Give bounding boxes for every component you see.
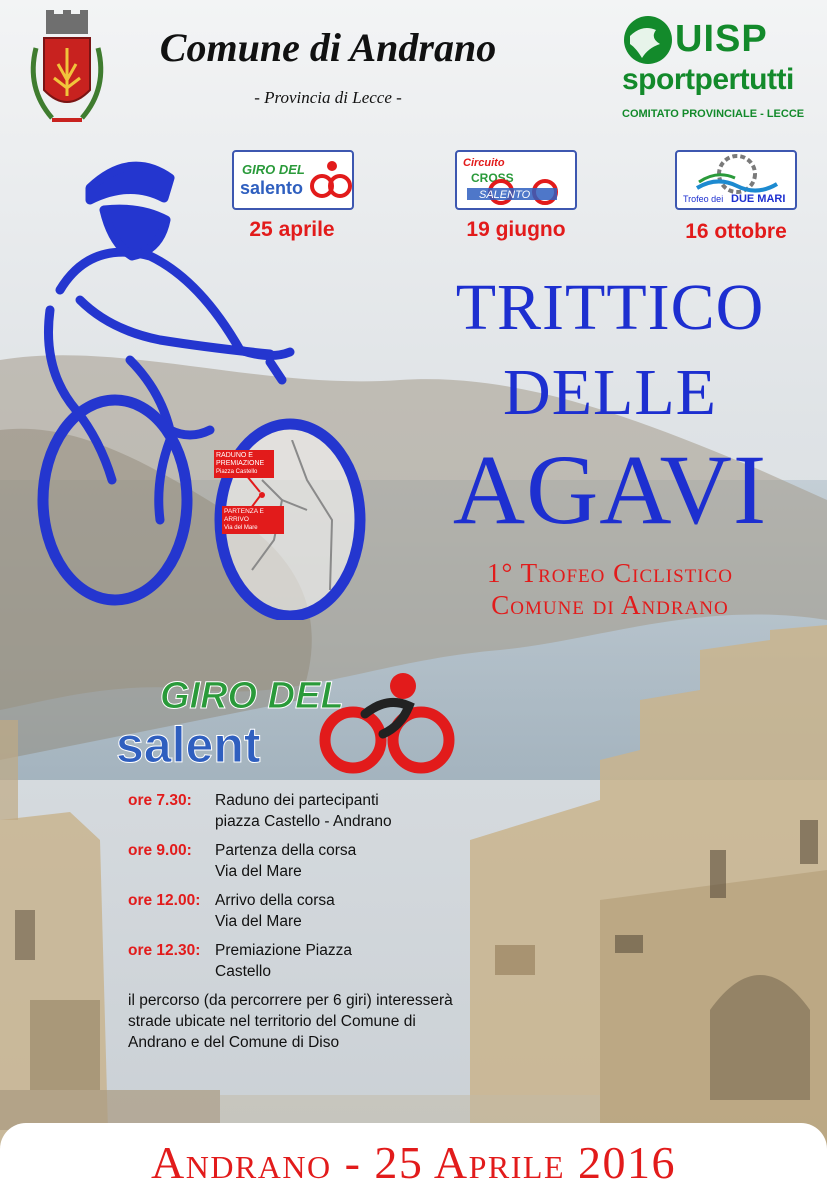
- svg-text:CROSS: CROSS: [471, 171, 514, 185]
- schedule-place: piazza Castello - Andrano: [215, 813, 392, 830]
- schedule-time: ore 12.00:: [128, 892, 201, 909]
- map-label-start-title: RADUNO E PREMIAZIONE: [216, 452, 265, 467]
- schedule-place: Via del Mare: [215, 863, 302, 880]
- event-logo-due-mari: [675, 150, 797, 210]
- map-label-finish-sub: Via del Mare: [224, 525, 258, 531]
- svg-text:Trofeo dei: Trofeo dei: [683, 194, 724, 204]
- event-logo-cross: [455, 150, 577, 210]
- schedule-time: ore 9.00:: [128, 842, 192, 859]
- svg-text:Circuito: Circuito: [463, 157, 505, 169]
- map-label-finish: [222, 506, 284, 534]
- svg-text:SALENTO: SALENTO: [479, 189, 531, 201]
- map-label-start-sub: Piazza Castello: [216, 469, 258, 475]
- event-date-2: 19 giugno: [466, 218, 566, 241]
- svg-text:salento: salento: [240, 178, 304, 198]
- map-label-finish-title: PARTENZA E ARRIVO: [224, 508, 264, 523]
- schedule-place: Via del Mare: [215, 913, 302, 930]
- schedule-time: ore 7.30:: [128, 792, 192, 809]
- crest-icon: [22, 8, 112, 133]
- schedule-desc: Raduno dei partecipanti: [215, 792, 379, 809]
- provincia-label: - Provincia di Lecce -: [254, 88, 402, 107]
- uisp-tagline: sportpertutti: [622, 63, 794, 96]
- title-line-1: TRITTICO: [455, 271, 765, 344]
- schedule-row: [128, 840, 458, 882]
- andrano-coat-of-arms: [22, 8, 112, 133]
- comune-title: Comune di Andrano: [159, 25, 497, 70]
- subtitle-line-2: Comune di Andrano: [491, 590, 729, 620]
- svg-text:DUE MARI: DUE MARI: [731, 193, 786, 205]
- event-date-1: 25 aprile: [249, 218, 335, 241]
- giro-logo-line-1: GIRO DEL: [160, 675, 344, 717]
- subtitle-line-1: 1° Trofeo Ciclistico: [487, 558, 733, 588]
- uisp-logo-text: UISP: [675, 18, 768, 60]
- schedule-row: [128, 790, 458, 832]
- schedule: [128, 790, 458, 1053]
- title-line-3: AGAVI: [452, 434, 768, 545]
- schedule-row: [128, 890, 458, 932]
- schedule-desc: Premiazione Piazza: [215, 942, 352, 959]
- schedule-place: Castello: [215, 963, 271, 980]
- uisp-committee: COMITATO PROVINCIALE - LECCE: [622, 108, 805, 120]
- schedule-desc: Partenza della corsa: [215, 842, 357, 859]
- schedule-desc: Arrivo della corsa: [215, 892, 335, 909]
- schedule-row: [128, 940, 458, 982]
- svg-text:GIRO DEL: GIRO DEL: [242, 162, 305, 177]
- title-line-2: DELLE: [503, 356, 717, 429]
- map-label-start: [214, 450, 274, 478]
- footer-date: Andrano - 25 Aprile 2016: [150, 1137, 676, 1188]
- event-date-3: 16 ottobre: [685, 220, 787, 243]
- uisp-globe-icon: [622, 14, 674, 66]
- giro-bike-icon: [305, 660, 465, 780]
- giro-logo-line-2: salent: [116, 717, 261, 773]
- route-note: il percorso (da percorrere per 6 giri) interesserà strade ubicate nel territorio del Comune di Andrano e del Comune di Diso: [128, 992, 453, 1051]
- schedule-time: ore 12.30:: [128, 942, 201, 959]
